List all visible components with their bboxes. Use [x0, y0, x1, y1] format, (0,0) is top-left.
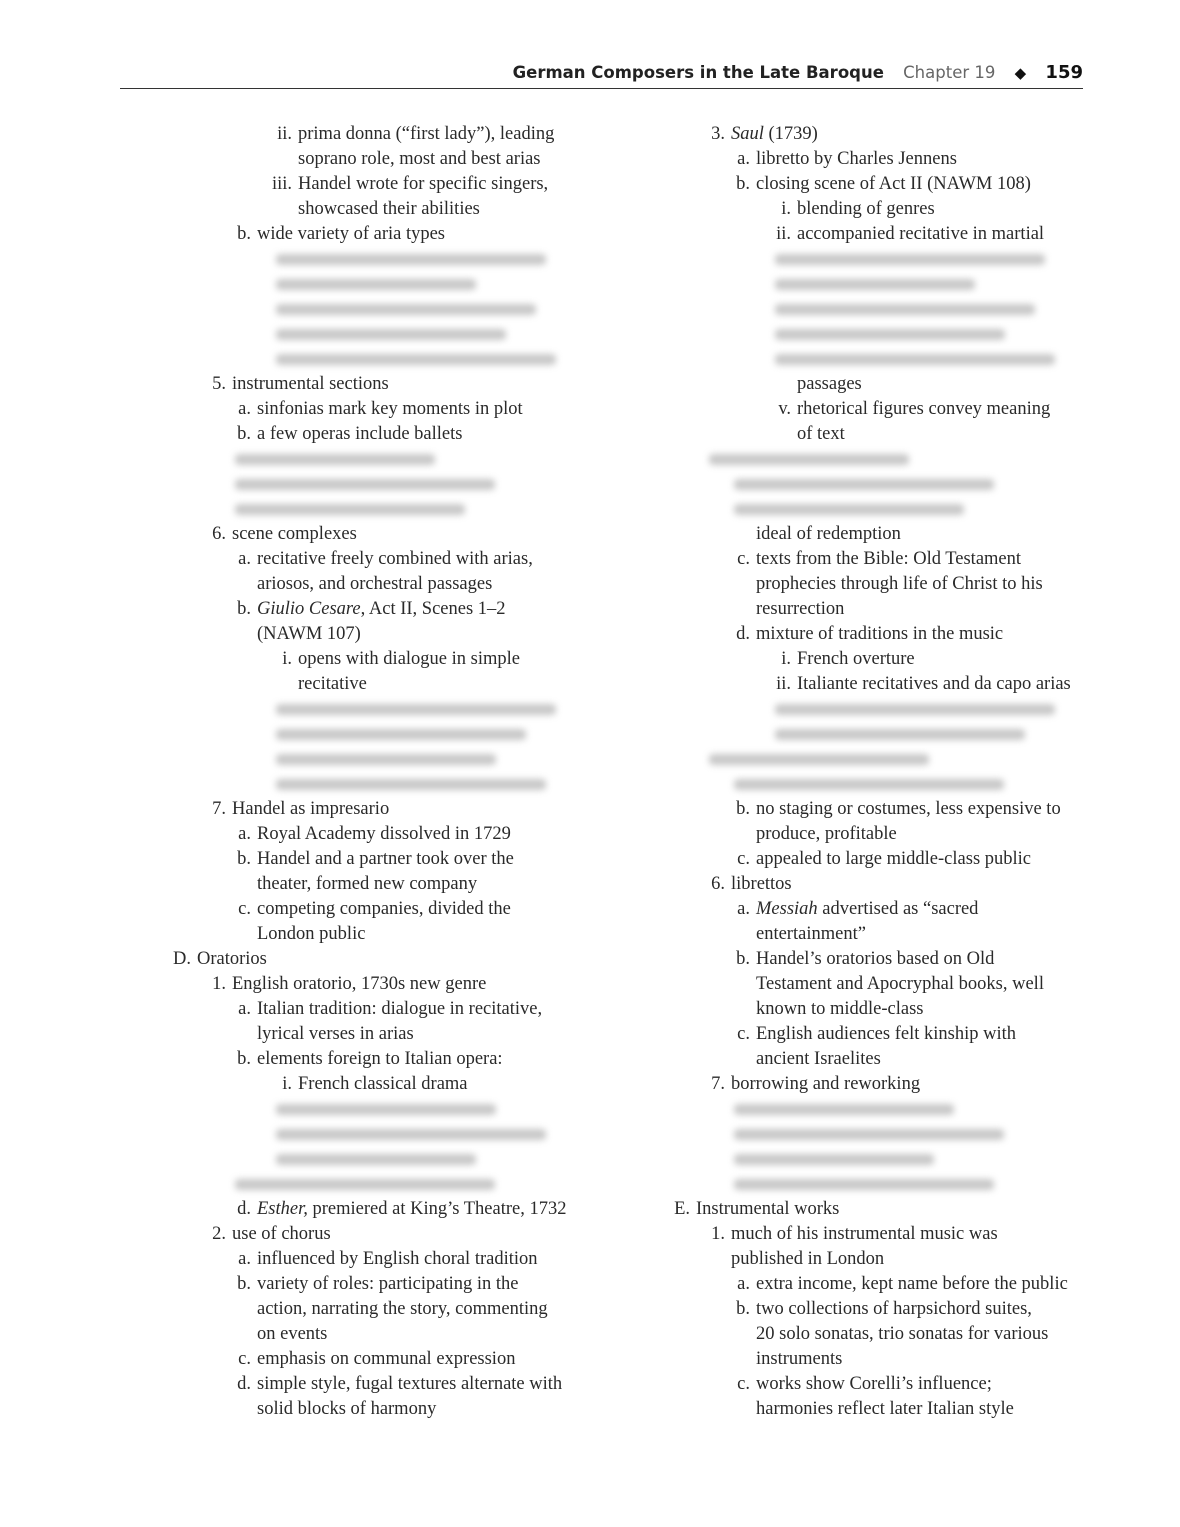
- outline-text: [756, 1022, 1016, 1047]
- outline-text: [696, 1197, 839, 1222]
- outline-text: [756, 847, 1031, 872]
- outline-text: [756, 997, 924, 1022]
- outline-text-content: Oratorios: [197, 949, 267, 969]
- outline-marker: a.: [238, 824, 251, 844]
- outline-line: [0, 647, 915, 672]
- outline-marker: i.: [781, 649, 791, 669]
- blurred-outline-line: [0, 247, 470, 272]
- outline-text-content: scene complexes: [232, 524, 357, 544]
- blurred-outline-line: [0, 772, 470, 797]
- outline-text-content: 20 solo sonatas, trio sonatas for various: [756, 1324, 1049, 1344]
- blurred-outline-line: [0, 697, 470, 722]
- outline-line: [0, 947, 995, 972]
- blurred-outline-line: [0, 1147, 470, 1172]
- outline-text-content: French overture: [797, 649, 915, 669]
- outline-marker: b.: [237, 599, 251, 619]
- outline-line: [0, 1372, 992, 1397]
- outline-text: [756, 822, 897, 847]
- outline-text: [797, 672, 1071, 697]
- outline-line: [0, 1197, 840, 1222]
- outline-marker: ii.: [776, 674, 791, 694]
- blurred-outline-line: [0, 447, 470, 472]
- outline-line: [0, 1322, 1049, 1347]
- outline-text: [756, 1397, 1014, 1422]
- outline-text: [756, 947, 994, 972]
- blurred-outline-line: [0, 1097, 470, 1122]
- outline-text: [756, 1272, 1068, 1297]
- outline-text-content: use of chorus: [232, 1224, 331, 1244]
- outline-text: [756, 1347, 842, 1372]
- outline-marker: c.: [238, 899, 251, 919]
- outline-line: [0, 597, 845, 622]
- outline-text: [797, 397, 1050, 422]
- outline-text-content: prima donna (“first lady”), leading: [298, 124, 555, 144]
- outline-text-content: premiered at King’s Theatre, 1732: [307, 1199, 567, 1219]
- outline-marker: c.: [737, 1374, 750, 1394]
- blurred-outline-line: [0, 722, 470, 747]
- outline-text-content: influenced by English choral tradition: [257, 1249, 538, 1269]
- outline-marker: a.: [238, 399, 251, 419]
- outline-text-content: sinfonias mark key moments in plot: [257, 399, 523, 419]
- outline-text-content: Handel wrote for specific singers,: [298, 174, 549, 194]
- outline-text-content: (1739): [763, 124, 818, 144]
- blurred-outline-line: [0, 1122, 470, 1147]
- outline-text-content: ancient Israelites: [756, 1049, 881, 1069]
- blurred-outline-line: [0, 272, 470, 297]
- outline-text: [756, 622, 1003, 647]
- outline-text: [756, 797, 1061, 822]
- outline-marker: iii.: [271, 174, 292, 194]
- outline-text-content: English audiences felt kinship with: [756, 1024, 1016, 1044]
- outline-marker: b.: [237, 224, 251, 244]
- outline-marker: 7.: [711, 1074, 725, 1094]
- outline-text: [756, 972, 1044, 997]
- outline-marker: ii.: [277, 124, 292, 144]
- outline-text-content: Italian tradition: dialogue in recitative,: [257, 999, 543, 1019]
- outline-text-content: ariosos, and orchestral passages: [257, 574, 493, 594]
- outline-text: [731, 1222, 998, 1247]
- outline-text: [756, 922, 866, 947]
- outline-text-content: published in London: [731, 1249, 885, 1269]
- outline-text-content: works show Corelli’s influence;: [756, 1374, 992, 1394]
- outline-marker: E.: [674, 1199, 690, 1219]
- blurred-text: [775, 279, 975, 290]
- outline-marker: v.: [778, 399, 791, 419]
- blurred-text: [775, 354, 1055, 365]
- outline-marker: b.: [736, 799, 750, 819]
- outline-line: [0, 522, 901, 547]
- outline-text: [756, 572, 1043, 597]
- outline-marker: a.: [737, 149, 750, 169]
- italic-title: Saul: [731, 124, 764, 144]
- blurred-outline-line: [0, 472, 470, 497]
- outline-marker: c.: [737, 1024, 750, 1044]
- outline-marker: a.: [238, 1249, 251, 1269]
- outline-text-content: showcased their abilities: [298, 199, 480, 219]
- outline-text: [756, 1047, 881, 1072]
- outline-marker: 6.: [711, 874, 725, 894]
- outline-marker: 3.: [711, 124, 725, 144]
- outline-text-content: no staging or costumes, less expensive to: [756, 799, 1061, 819]
- outline-text-content: variety of roles: participating in the: [257, 1274, 519, 1294]
- blurred-outline-line: [0, 347, 470, 372]
- blurred-text: [734, 1154, 934, 1165]
- outline-text-content: harmonies reflect later Italian style: [756, 1399, 1014, 1419]
- outline-marker: c.: [737, 849, 750, 869]
- outline-marker: ii.: [776, 224, 791, 244]
- outline-text-content: much of his instrumental music was: [731, 1224, 998, 1244]
- outline-text: [756, 1372, 992, 1397]
- outline-text-content: blending of genres: [797, 199, 935, 219]
- blurred-text: [775, 704, 1055, 715]
- outline-text: [756, 147, 957, 172]
- outline-line: [0, 547, 1022, 572]
- outline-marker: a.: [238, 999, 251, 1019]
- outline-marker: 1.: [212, 974, 226, 994]
- outline-line: [0, 997, 924, 1022]
- italic-title: Esther,: [257, 1199, 308, 1219]
- outline-marker: d.: [237, 1374, 251, 1394]
- blurred-text: [734, 1129, 1004, 1140]
- outline-text-content: libretto by Charles Jennens: [756, 149, 957, 169]
- outline-text-content: , Act II, Scenes 1–2: [360, 599, 506, 619]
- outline-marker: 2.: [212, 1224, 226, 1244]
- blurred-text: [775, 254, 1045, 265]
- outline-text: [731, 122, 818, 147]
- outline-marker: b.: [736, 174, 750, 194]
- outline-text: [756, 172, 1031, 197]
- diamond-icon: ◆: [1014, 64, 1027, 82]
- outline-text-content: Testament and Apocryphal books, well: [756, 974, 1044, 994]
- outline-text: [731, 1247, 884, 1272]
- blurred-text: [775, 729, 1025, 740]
- outline-marker: 7.: [212, 799, 226, 819]
- outline-text-content: simple style, fugal textures alternate with: [257, 1374, 563, 1394]
- outline-line: [0, 222, 1045, 247]
- outline-text-content: Handel and a partner took over the: [257, 849, 514, 869]
- blurred-outline-line: [0, 322, 470, 347]
- outline-text-content: action, narrating the story, commenting: [257, 1299, 548, 1319]
- blurred-outline-line: [0, 497, 470, 522]
- outline-line: [0, 1047, 881, 1072]
- outline-line: [0, 822, 897, 847]
- outline-line: [0, 897, 979, 922]
- outline-text-content: Handel’s oratorios based on Old: [756, 949, 995, 969]
- blurred-outline-line: [0, 1172, 470, 1197]
- outline-line: [0, 872, 792, 897]
- outline-text-content: known to middle-class: [756, 999, 924, 1019]
- outline-text-content: on events: [257, 1324, 328, 1344]
- outline-line: [0, 397, 1051, 422]
- outline-text-content: recitative freely combined with arias,: [257, 549, 533, 569]
- outline-text-content: Instrumental works: [696, 1199, 840, 1219]
- outline-text-content: London public: [257, 924, 366, 944]
- outline-marker: d.: [736, 624, 750, 644]
- outline-marker: D.: [173, 949, 191, 969]
- outline-marker: b.: [237, 849, 251, 869]
- outline-text: [756, 1322, 1048, 1347]
- outline-text-content: English oratorio, 1730s new genre: [232, 974, 487, 994]
- outline-text-content: emphasis on communal expression: [257, 1349, 516, 1369]
- outline-text-content: borrowing and reworking: [731, 1074, 921, 1094]
- blurred-text: [734, 1179, 994, 1190]
- outline-text-content: passages: [797, 374, 862, 394]
- outline-text: [731, 1072, 920, 1097]
- outline-text-content: soprano role, most and best arias: [298, 149, 541, 169]
- outline-text-content: produce, profitable: [756, 824, 897, 844]
- outline-marker: a.: [238, 549, 251, 569]
- outline-text-content: opens with dialogue in simple: [298, 649, 520, 669]
- italic-title: Giulio Cesare: [257, 599, 361, 619]
- outline-text-content: recitative: [298, 674, 367, 694]
- outline-text: [797, 222, 1044, 247]
- outline-marker: a.: [737, 1274, 750, 1294]
- outline-text-content: extra income, kept name before the public: [756, 1274, 1068, 1294]
- outline-text-content: instrumental sections: [232, 374, 389, 394]
- outline-marker: 5.: [212, 374, 226, 394]
- outline-line: [0, 372, 862, 397]
- outline-text: [756, 547, 1021, 572]
- outline-line: [0, 572, 1043, 597]
- outline-text-content: mixture of traditions in the music: [756, 624, 1004, 644]
- outline-text-content: solid blocks of harmony: [257, 1399, 437, 1419]
- outline-text: [731, 872, 792, 897]
- outline-text: [756, 1297, 1032, 1322]
- blurred-text: [734, 504, 964, 515]
- running-header: [120, 60, 1083, 89]
- blurred-text: [734, 479, 994, 490]
- outline-marker: 1.: [711, 1224, 725, 1244]
- outline-line: [0, 1222, 998, 1247]
- outline-text: [756, 897, 978, 922]
- outline-line: [0, 622, 1004, 647]
- outline-text-content: of text: [797, 424, 845, 444]
- outline-text-content: wide variety of aria types: [257, 224, 446, 244]
- outline-text: [797, 372, 862, 397]
- outline-marker: c.: [238, 1349, 251, 1369]
- outline-text-content: ideal of redemption: [756, 524, 901, 544]
- outline-text-content: Royal Academy dissolved in 1729: [257, 824, 511, 844]
- outline-text-content: entertainment”: [756, 924, 866, 944]
- outline-line: [0, 122, 818, 147]
- outline-line: [0, 1072, 921, 1097]
- outline-text: [756, 597, 844, 622]
- running-header-title: German Composers in the Late Baroque: [512, 63, 884, 82]
- page-number: 159: [1045, 62, 1083, 83]
- outline-marker: b.: [237, 1274, 251, 1294]
- outline-text-content: advertised as “sacred: [817, 899, 979, 919]
- outline-marker: c.: [737, 549, 750, 569]
- outline-text-content: resurrection: [756, 599, 845, 619]
- outline-line: [0, 847, 1032, 872]
- outline-text-content: rhetorical figures convey meaning: [797, 399, 1051, 419]
- right-column-outline: [0, 122, 1071, 1422]
- outline-line: [0, 922, 866, 947]
- outline-text-content: appealed to large middle-class public: [756, 849, 1032, 869]
- outline-text-content: lyrical verses in arias: [257, 1024, 414, 1044]
- blurred-text: [709, 454, 909, 465]
- outline-line: [0, 797, 1061, 822]
- outline-marker: 6.: [212, 524, 226, 544]
- outline-text-content: prophecies through life of Christ to his: [756, 574, 1043, 594]
- outline-text-content: elements foreign to Italian opera:: [257, 1049, 503, 1069]
- chapter-label: Chapter 19: [903, 63, 996, 82]
- outline-line: [0, 1022, 1016, 1047]
- outline-line: [0, 172, 1031, 197]
- outline-text-content: librettos: [731, 874, 792, 894]
- outline-marker: b.: [736, 1299, 750, 1319]
- outline-marker: a.: [737, 899, 750, 919]
- outline-text-content: a few operas include ballets: [257, 424, 463, 444]
- outline-text: [797, 197, 935, 222]
- outline-line: [0, 147, 957, 172]
- outline-text-content: Italiante recitatives and da capo arias: [797, 674, 1071, 694]
- blurred-text: [709, 754, 929, 765]
- outline-line: [0, 1247, 885, 1272]
- outline-marker: b.: [237, 424, 251, 444]
- outline-line: [0, 972, 1044, 997]
- outline-text: [797, 647, 915, 672]
- outline-line: [0, 672, 1071, 697]
- outline-line: [0, 422, 845, 447]
- outline-text-content: French classical drama: [298, 1074, 468, 1094]
- outline-text-content: two collections of harpsichord suites,: [756, 1299, 1032, 1319]
- outline-marker: d.: [237, 1199, 251, 1219]
- outline-text-content: texts from the Bible: Old Testament: [756, 549, 1022, 569]
- outline-line: [0, 1397, 1014, 1422]
- outline-line: [0, 1347, 843, 1372]
- outline-text: [756, 522, 901, 547]
- outline-marker: b.: [237, 1049, 251, 1069]
- blurred-text: [734, 779, 1004, 790]
- blurred-text: [775, 304, 1035, 315]
- outline-marker: b.: [736, 949, 750, 969]
- blurred-outline-line: [0, 297, 470, 322]
- outline-line: [0, 197, 935, 222]
- outline-text: [797, 422, 845, 447]
- outline-text-content: closing scene of Act II (NAWM 108): [756, 174, 1031, 194]
- outline-text-content: (NAWM 107): [257, 624, 361, 644]
- outline-text-content: instruments: [756, 1349, 843, 1369]
- blurred-text: [734, 1104, 954, 1115]
- outline-marker: i.: [282, 1074, 292, 1094]
- outline-marker: i.: [781, 199, 791, 219]
- italic-title: Messiah: [756, 899, 818, 919]
- outline-text-content: accompanied recitative in martial: [797, 224, 1045, 244]
- outline-text-content: Handel as impresario: [232, 799, 390, 819]
- blurred-outline-line: [0, 747, 470, 772]
- outline-marker: i.: [282, 649, 292, 669]
- blurred-text: [775, 329, 1005, 340]
- outline-line: [0, 1297, 1032, 1322]
- outline-line: [0, 1272, 1068, 1297]
- outline-text-content: competing companies, divided the: [257, 899, 511, 919]
- outline-text-content: theater, formed new company: [257, 874, 478, 894]
